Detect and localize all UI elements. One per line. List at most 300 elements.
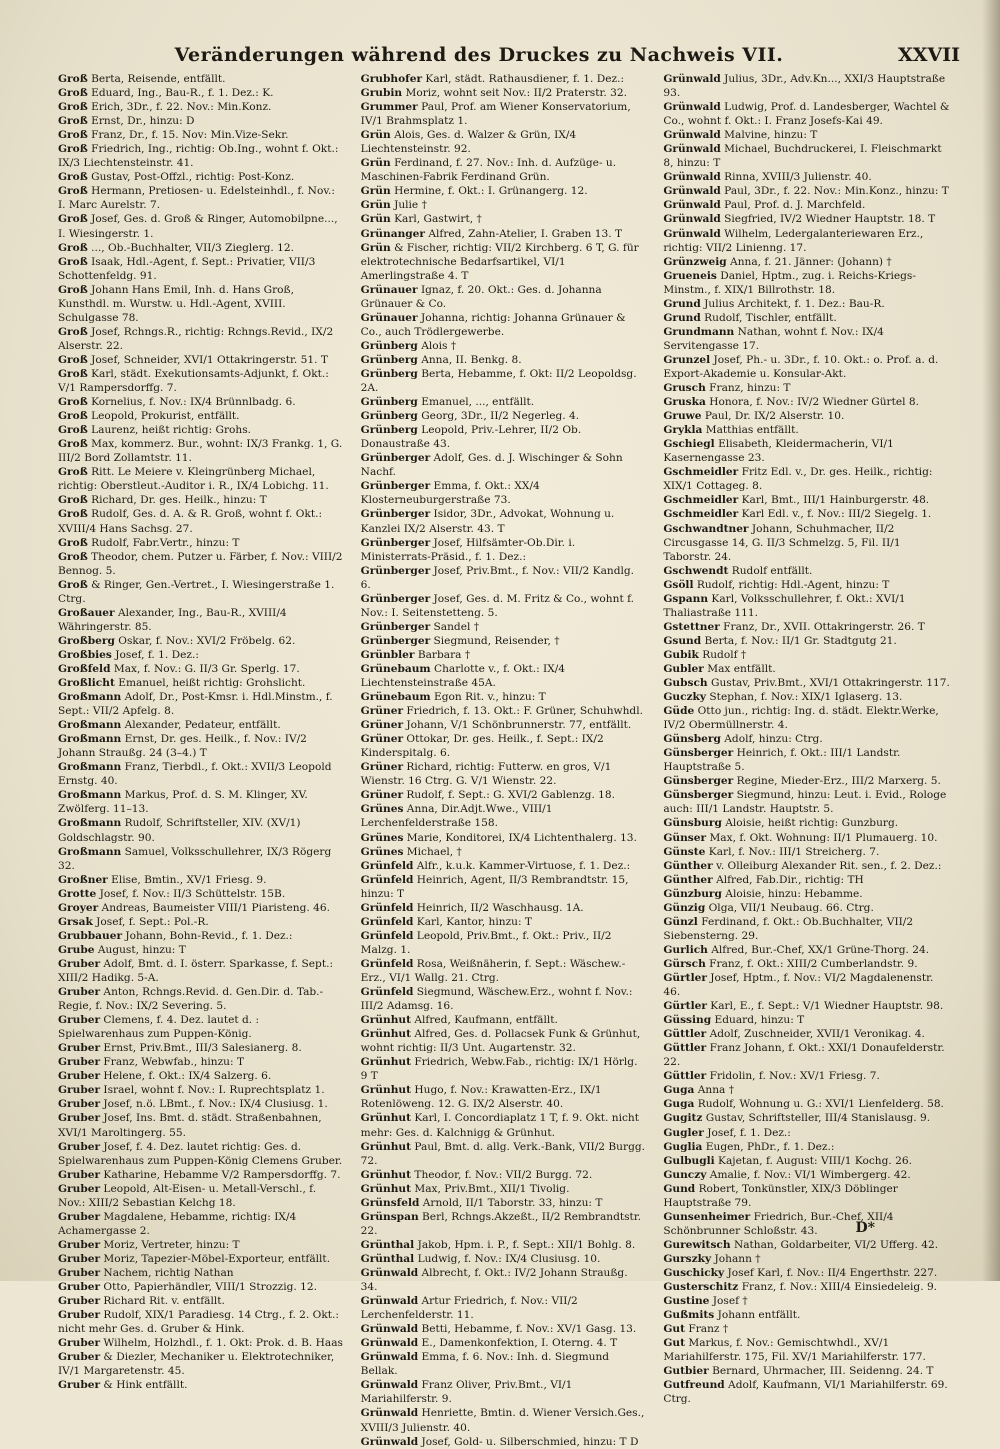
directory-entry: Grünhut Theodor, f. Nov.: VII/2 Burgg. 72. xyxy=(360,1168,593,1181)
entry-surname: Grünfeld xyxy=(360,873,414,886)
entry-surname: Grünwald xyxy=(663,199,721,212)
directory-entry: Grün Ferdinand, f. 27. Nov.: Inh. d. Aufzüge- u. Maschinen-Fabrik Ferdinand Grün. xyxy=(360,157,617,184)
directory-entry: Groß Laurenz, heißt richtig: Grohs. xyxy=(58,424,252,437)
directory-entry: Grünwald Michael, Buchdruckerei, I. Fleischmarkt 8, hinzu: T xyxy=(663,143,942,170)
entry-surname: Gruber xyxy=(58,1295,101,1308)
directory-entry: Gruber Israel, wohnt f. Nov.: I. Ruprechtsplatz 1. xyxy=(58,1084,325,1097)
directory-entry: Gsund Berta, f. Nov.: II/1 Gr. Stadtgutg 21. xyxy=(663,634,897,647)
entry-surname: Groß xyxy=(58,87,88,100)
entry-surname: Grünfeld xyxy=(360,915,414,928)
directory-entry: Gstettner Franz, Dr., XVII. Ottakringerstr. 26. T xyxy=(663,620,925,633)
entry-surname: Grünwald xyxy=(663,101,721,114)
directory-entry: Groß Leopold, Prokurist, entfällt. xyxy=(58,410,240,423)
entry-surname: Grykla xyxy=(663,424,703,437)
directory-entry: Gurewitsch Nathan, Goldarbeiter, VI/2 Ufferg. 42. xyxy=(663,1238,939,1251)
entry-surname: Großfeld xyxy=(58,662,111,675)
entry-surname: Gruber xyxy=(58,1014,101,1027)
directory-entry: Grube August, hinzu: T xyxy=(58,943,186,956)
directory-entry: Grünberger Isidor, 3Dr., Advokat, Wohnung u. Kanzlei IX/2 Alserstr. 43. T xyxy=(360,508,615,535)
directory-entry: Gruber Clemens, f. 4. Dez. lautet d. : Spielwarenhaus zum Puppen-König. xyxy=(58,1014,260,1041)
directory-entry: Grünfeld Alfr., k.u.k. Kammer-Virtuose, f. 1. Dez.: xyxy=(360,859,631,872)
entry-surname: Gürtler xyxy=(663,1000,707,1013)
entry-surname: Grünwald xyxy=(663,73,721,85)
entry-surname: Grünwald xyxy=(663,213,721,226)
entry-surname: Großberg xyxy=(58,634,115,647)
entry-surname: Güttler xyxy=(663,1042,707,1055)
entry-surname: Grünberger xyxy=(360,480,431,493)
directory-entry: Grusch Franz, hinzu: T xyxy=(663,382,791,395)
directory-entry: Grünberger Sandel † xyxy=(360,620,480,633)
directory-entry: Grundmann Nathan, wohnt f. Nov.: IX/4 Servitengasse 17. xyxy=(663,325,884,352)
directory-entry: Grünwald Henriette, Bmtin. d. Wiener Versich.Ges., XVIII/3 Julienstr. 40. xyxy=(360,1407,645,1434)
directory-entry: Großbies Josef, f. 1. Dez.: xyxy=(58,648,199,661)
entry-surname: Gschwendt xyxy=(663,564,729,577)
directory-entry: Güttler Adolf, Zuschneider, XVII/1 Veronikag. 4. xyxy=(663,1028,925,1041)
entry-surname: Gruber xyxy=(58,1182,101,1195)
entry-surname: Großmann xyxy=(58,691,122,704)
directory-entry: Günste Karl, f. Nov.: III/1 Streicherg. 7. xyxy=(663,845,880,858)
directory-entry: Großmann Rudolf, Schriftsteller, XIV. (XV/1) Goldschlagstr. 90. xyxy=(58,817,301,844)
entry-surname: Grünberg xyxy=(360,339,418,352)
entry-surname: Guga xyxy=(663,1098,695,1111)
entry-surname: Gsund xyxy=(663,634,702,647)
entry-surname: Groß xyxy=(58,396,88,409)
entry-surname: Gschmeidler xyxy=(663,508,739,521)
directory-entry: Grünwald Julius, 3Dr., Adv.Kn..., XXI/3 Hauptstraße 93. xyxy=(663,73,946,100)
directory-entry: Grünhut Karl, I. Concordiaplatz 1 T, f. 9. Okt. nicht mehr: Ges. d. Kalchnigg & Grünhut. xyxy=(360,1112,640,1139)
directory-entry: Grün & Fischer, richtig: VII/2 Kirchberg. 6 T, G. für elektrotechnische Bedarfsartikel, VI/1 Amerlingstraße 4. T xyxy=(360,241,639,282)
directory-entry: Gurszky Johann † xyxy=(663,1252,761,1265)
directory-entry: Guczky Stephan, f. Nov.: XIX/1 Iglaserg. 13. xyxy=(663,691,903,704)
directory-entry: Grün Karl, Gastwirt, † xyxy=(360,213,482,226)
entry-surname: Grünbler xyxy=(360,648,415,661)
entry-surname: Günther xyxy=(663,873,713,886)
entry-surname: Grünwald xyxy=(360,1379,419,1392)
directory-entry: Grünberg Anna, II. Benkg. 8. xyxy=(360,353,522,366)
entry-surname: Günzig xyxy=(663,901,706,914)
directory-entry: Grünwald Paul, Prof. d. J. Marchfeld. xyxy=(663,199,866,212)
directory-entry: Gruber Otto, Papierhändler, VIII/1 Strozzig. 12. xyxy=(58,1281,318,1294)
entry-surname: Grünhut xyxy=(360,1014,412,1027)
entry-surname: Gruber xyxy=(58,1098,101,1111)
entry-surname: Gschmeidler xyxy=(663,494,739,507)
entry-surname: Gurlich xyxy=(663,943,708,956)
directory-entry: Grünes Marie, Konditorei, IX/4 Lichtenthalerg. 13. xyxy=(360,831,637,844)
directory-entry: Grubbauer Johann, Bohn-Revid., f. 1. Dez.: xyxy=(58,929,293,942)
directory-entry: Gschwendt Rudolf entfällt. xyxy=(663,564,813,577)
directory-entry: Grubhofer Karl, städt. Rathausdiener, f. 1. Dez.: xyxy=(360,73,625,85)
entry-surname: Großbies xyxy=(58,648,112,661)
entry-surname: Gruber xyxy=(58,1379,101,1392)
entry-surname: Gund xyxy=(663,1182,696,1195)
directory-entry: Grünfeld Heinrich, Agent, II/3 Rembrandtstr. 15, hinzu: T xyxy=(360,873,629,900)
directory-entry: Günsberg Adolf, hinzu: Ctrg. xyxy=(663,733,823,746)
directory-entry: Groß Rudolf, Ges. d. A. & R. Groß, wohnt f. Okt.: XVIII/4 Hans Sachsg. 27. xyxy=(58,508,323,535)
entry-surname: Grundmann xyxy=(663,325,735,338)
entry-surname: Gutfreund xyxy=(663,1379,725,1392)
entry-surname: Gruber xyxy=(58,1309,101,1322)
entry-surname: Groß xyxy=(58,424,88,437)
entry-surname: Großmann xyxy=(58,719,122,732)
entry-surname: Grund xyxy=(663,311,701,324)
entry-surname: Grünes xyxy=(360,803,404,816)
entry-surname: Grünwald xyxy=(360,1295,419,1308)
entry-surname: Großmann xyxy=(58,845,122,858)
directory-entry: Gugler Josef, f. 1. Dez.: xyxy=(663,1126,791,1139)
directory-entry: Gschwandtner Johann, Schuhmacher, II/2 Circusgasse 14, G. II/3 Schmelzg. 5, Fil. II/1 Taborstr. 24. xyxy=(663,522,901,563)
entry-surname: Gruska xyxy=(663,396,706,409)
directory-entry: Groß Rudolf, Fabr.Vertr., hinzu: T xyxy=(58,536,240,549)
entry-surname: Günther xyxy=(663,859,713,872)
entry-surname: Gulbugli xyxy=(663,1154,715,1167)
entry-surname: Groß xyxy=(58,255,88,268)
directory-entry: Groß Friedrich, Ing., richtig: Ob.Ing., wohnt f. Okt.: IX/3 Liechtensteinstr. 41. xyxy=(58,143,339,170)
directory-entry: Grünauer Ignaz, f. 20. Okt.: Ges. d. Johanna Grünauer & Co. xyxy=(360,283,602,310)
entry-surname: Günsburg xyxy=(663,817,722,830)
directory-entry: Grund Rudolf, Tischler, entfällt. xyxy=(663,311,837,324)
directory-entry: Groß Kornelius, f. Nov.: IX/4 Brünnlbadg. 6. xyxy=(58,396,296,409)
entry-surname: Günser xyxy=(663,831,707,844)
directory-entry: Gurlich Alfred, Bur.-Chef, XX/1 Grüne-Thorg. 24. xyxy=(663,943,930,956)
directory-entry: Grünthal Ludwig, f. Nov.: IX/4 Clusiusg. 10. xyxy=(360,1252,601,1265)
directory-entry: Günzl Ferdinand, f. Okt.: Ob.Buchhalter, VII/2 Siebensterng. 29. xyxy=(663,915,914,942)
directory-entry: Gulbugli Kajetan, f. August: VIII/1 Kochg. 26. xyxy=(663,1154,912,1167)
entry-surname: Grünhut xyxy=(360,1056,412,1069)
directory-entry: Gruwe Paul, Dr. IX/2 Alserstr. 10. xyxy=(663,410,845,423)
directory-entry: Gruber Josef, f. 4. Dez. lautet richtig: Ges. d. Spielwarenhaus zum Puppen-König Clemens Gruber. xyxy=(58,1140,343,1167)
entry-surname: Gschmeidler xyxy=(663,466,739,479)
directory-entry: Grünwald Albrecht, f. Okt.: IV/2 Johann Straußg. 34. xyxy=(360,1266,628,1294)
directory-entry: Günsberger Regine, Mieder-Erz., III/2 Marxerg. 5. xyxy=(663,775,941,788)
directory-entry: Grünsfeld Arnold, II/1 Taborstr. 33, hinzu: T xyxy=(360,1196,603,1209)
directory-entry: Grünwald Malvine, hinzu: T xyxy=(663,129,818,142)
directory-entry: Grueneis Daniel, Hptm., zug. i. Reichs-Kriegs-Minstm., f. XIX/1 Billrothstr. 18. xyxy=(663,269,916,296)
entry-surname: Groß xyxy=(58,325,88,338)
directory-entry: Grünbler Barbara † xyxy=(360,648,471,661)
directory-entry: Grünwald Wilhelm, Ledergalanteriewaren Erz., richtig: VII/2 Linienng. 17. xyxy=(663,227,924,254)
directory-entry: Großmann Franz, Tierbdl., f. Okt.: XVII/3 Leopold Ernstg. 40. xyxy=(58,761,332,788)
directory-entry: Gutfreund Adolf, Kaufmann, VI/1 Mariahilferstr. 69. Ctrg. xyxy=(663,1379,948,1406)
entry-surname: Grünspan xyxy=(360,1210,419,1223)
directory-entry: Großmann Adolf, Dr., Post-Kmsr. i. Hdl.Minstm., f. Sept.: VII/2 Apfelg. 8. xyxy=(58,691,333,718)
entry-surname: Groß xyxy=(58,550,88,563)
entry-surname: Günsberger xyxy=(663,747,734,760)
entry-surname: Grünhut xyxy=(360,1140,412,1153)
entry-surname: Grünberg xyxy=(360,367,418,380)
directory-entry: Groß Erich, 3Dr., f. 22. Nov.: Min.Konz. xyxy=(58,101,272,114)
entry-surname: Groß xyxy=(58,536,88,549)
entry-surname: Güttler xyxy=(663,1070,707,1083)
directory-entry: Groß ..., Ob.-Buchhalter, VII/3 Zieglerg. 12. xyxy=(58,241,295,254)
entry-surname: Günzl xyxy=(663,915,698,928)
entry-surname: Groß xyxy=(58,283,88,296)
directory-entry: Grünhut Hugo, f. Nov.: Krawatten-Erz., IX/1 Rotenlöweng. 12. G. IX/2 Alserstr. 40. xyxy=(360,1084,602,1111)
directory-entry: Gschmeidler Karl, Bmt., III/1 Hainburgerstr. 48. xyxy=(663,494,930,507)
directory-entry: Grüner Rudolf, f. Sept.: G. XVI/2 Gablenzg. 18. xyxy=(360,789,616,802)
directory-entry: Grünhut Paul, Bmt. d. allg. Verk.-Bank, VII/2 Burgg. 72. xyxy=(360,1140,645,1167)
entry-surname: Groß xyxy=(58,353,88,366)
page-header xyxy=(60,40,960,70)
entry-surname: Guglia xyxy=(663,1140,703,1153)
directory-entry: Grünberger Josef, Priv.Bmt., f. Nov.: VII/2 Kandlg. 6. xyxy=(360,564,635,591)
entry-surname: Grünberg xyxy=(360,424,418,437)
directory-entry: Grünhut Friedrich, Webw.Fab., richtig: IX/1 Hörlg. 9 T xyxy=(360,1056,638,1083)
directory-entry: Grünberg Leopold, Priv.-Lehrer, II/2 Ob. Donaustraße 43. xyxy=(360,424,582,451)
directory-entry: Gruber Josef, n.ö. LBmt., f. Nov.: IX/4 Clusiusg. 1. xyxy=(58,1098,328,1111)
entry-surname: Groß xyxy=(58,508,88,521)
directory-entry: Günther Alfred, Fab.Dir., richtig: TH xyxy=(663,873,864,886)
entry-surname: Grünes xyxy=(360,845,404,858)
entry-surname: Grüner xyxy=(360,719,404,732)
directory-entry: Großmann Samuel, Volksschullehrer, IX/3 Rögerg 32. xyxy=(58,845,332,872)
directory-entry: Grün Julie † xyxy=(360,199,427,212)
directory-entry: Groß Franz, Dr., f. 15. Nov: Min.Vize-Sekr. xyxy=(58,129,289,142)
entry-surname: Grünthal xyxy=(360,1252,415,1265)
entry-surname: Grünwald xyxy=(663,129,721,142)
directory-entry: Groß Johann Hans Emil, Inh. d. Hans Groß, Kunsthdl. m. Wurstw. u. Hdl.-Agent, XVIII. Schulgasse 78. xyxy=(58,283,294,324)
entry-surname: Grünwald xyxy=(360,1407,419,1420)
entry-surname: Großmann xyxy=(58,761,122,774)
entry-surname: Gruber xyxy=(58,1084,101,1097)
directory-entry: Gschmeidler Karl Edl. v., f. Nov.: III/2 Siegelg. 1. xyxy=(663,508,932,521)
entry-surname: Grün xyxy=(360,199,391,212)
entry-surname: Güttler xyxy=(663,1028,707,1041)
entry-surname: Grüner xyxy=(360,761,404,774)
entry-surname: Gruwe xyxy=(663,410,702,423)
entry-surname: Gruber xyxy=(58,957,101,970)
directory-entry: Grünhut Alfred, Kaufmann, entfällt. xyxy=(360,1014,558,1027)
directory-entry: Gruber Anton, Rchngs.Revid. d. Gen.Dir. d. Tab.-Regie, f. Nov.: IX/2 Severing. 5. xyxy=(58,986,324,1013)
directory-entry: Gubik Rudolf † xyxy=(663,648,747,661)
entry-surname: Groyer xyxy=(58,901,99,914)
directory-entry: Grüner Richard, richtig: Futterw. en gros, V/1 Wienstr. 16 Ctrg. G. V/1 Wienstr. 22. xyxy=(360,761,612,788)
entry-surname: Grünebaum xyxy=(360,662,431,675)
entry-surname: Grün xyxy=(360,213,391,226)
directory-entry: Groß Gustav, Post-Offzl., richtig: Post-Konz. xyxy=(58,171,295,184)
entry-surname: Großner xyxy=(58,873,108,886)
directory-entry: Gruber Katharine, Hebamme V/2 Rampersdorffg. 7. xyxy=(58,1168,341,1181)
entry-surname: Grünhut xyxy=(360,1112,412,1125)
directory-entry: Güde Otto jun., richtig: Ing. d. städt. Elektr.Werke, IV/2 Obermüllnerstr. 4. xyxy=(663,705,939,732)
entry-surname: Grünberg xyxy=(360,396,418,409)
directory-entry: Günzig Olga, VII/1 Neubaug. 66. Ctrg. xyxy=(663,901,874,914)
directory-entry: Grünberger Josef, Hilfsämter-Ob.Dir. i. Ministerrats-Präsid., f. 1. Dez.: xyxy=(360,536,576,563)
entry-surname: Groß xyxy=(58,73,88,85)
entry-surname: Groß xyxy=(58,101,88,114)
entry-surname: Gürtler xyxy=(663,972,707,984)
directory-entry: Großauer Alexander, Ing., Bau-R., XVIII/4 Währingerstr. 85. xyxy=(58,606,287,633)
directory-entry: Grün Hermine, f. Okt.: I. Grünangerg. 12. xyxy=(360,185,588,198)
directory-entry: Grünwald Paul, 3Dr., f. 22. Nov.: Min.Konz., hinzu: T xyxy=(663,185,949,198)
entry-surname: Guga xyxy=(663,1084,695,1097)
directory-entry: Gruber & Hink entfällt. xyxy=(58,1379,188,1392)
entry-surname: Grünsfeld xyxy=(360,1196,420,1209)
directory-entry: Grünberg Georg, 3Dr., II/2 Negerleg. 4. xyxy=(360,410,580,423)
directory-entry: Gubsch Gustav, Priv.Bmt., XVI/1 Ottakringerstr. 117. xyxy=(663,677,950,690)
entry-surname: Grund xyxy=(663,297,701,310)
entry-surname: Gruber xyxy=(58,1140,101,1153)
directory-entry: Grünwald Artur Friedrich, f. Nov.: VII/2 Lerchenfelderstr. 11. xyxy=(360,1295,578,1322)
directory-entry: Grüner Friedrich, f. 13. Okt.: F. Grüner, Schuhwhdl. xyxy=(360,705,643,718)
entry-surname: Grünauer xyxy=(360,283,418,296)
directory-entry: Gunczy Amalie, f. Nov.: VI/1 Wimbergerg. 42. xyxy=(663,1168,911,1181)
column-left xyxy=(58,72,345,1392)
entry-surname: Gruber xyxy=(58,1056,101,1069)
entry-surname: Groß xyxy=(58,171,88,184)
entry-surname: Gurewitsch xyxy=(663,1238,731,1251)
directory-entry: Grünwald Emma, f. 6. Nov.: Inh. d. Siegmund Bellak. xyxy=(360,1351,610,1378)
directory-entry: Guga Rudolf, Wohnung u. G.: XVI/1 Lienfelderg. 58. xyxy=(663,1098,944,1111)
entry-surname: Gunczy xyxy=(663,1168,707,1181)
directory-entry: Groß Eduard, Ing., Bau-R., f. 1. Dez.: K. xyxy=(58,87,274,100)
directory-entry: Gruber Helene, f. Okt.: IX/4 Salzerg. 6. xyxy=(58,1070,272,1083)
directory-entry: Günther v. Olleiburg Alexander Rit. sen., f. 2. Dez.: xyxy=(663,859,942,872)
directory-entry: Güttler Franz Johann, f. Okt.: XXI/1 Donaufelderstr. 22. xyxy=(663,1042,945,1069)
directory-entry: Gruber Nachem, richtig Nathan xyxy=(58,1266,234,1279)
directory-entry: Grünwald Rinna, XVIII/3 Julienstr. 40. xyxy=(663,171,872,184)
directory-entry: Günsburg Aloisie, heißt richtig: Gunzburg. xyxy=(663,817,899,830)
entry-surname: Gschiegl xyxy=(663,438,715,451)
directory-entry: Grünebaum Charlotte v., f. Okt.: IX/4 Liechtensteinstraße 45A. xyxy=(360,662,566,690)
entry-surname: Günzburg xyxy=(663,887,722,900)
entry-surname: Gürsch xyxy=(663,957,706,970)
directory-entry: Gunsenheimer Friedrich, Bur.-Chef, XII/4 Schönbrunner Schloßstr. 43. xyxy=(663,1210,894,1237)
directory-entry: Grünhut Max, Priv.Bmt., XII/1 Tivolig. xyxy=(360,1182,570,1195)
entry-surname: Grünwald xyxy=(360,1435,419,1448)
directory-entry: Gruber Wilhelm, Holzhdl., f. 1. Okt: Prok. d. B. Haas xyxy=(58,1337,343,1350)
directory-entry: Gürsch Franz, f. Okt.: XIII/2 Cumberlandstr. 9. xyxy=(663,957,918,970)
directory-entry: Groyer Andreas, Baumeister VIII/1 Piaristeng. 46. xyxy=(58,901,330,914)
directory-entry: Gruber Moriz, Tapezier-Möbel-Exporteur, entfällt. xyxy=(58,1252,331,1265)
directory-entry: Grün Alois, Ges. d. Walzer & Grün, IX/4 Liechtensteinstr. 92. xyxy=(360,129,577,156)
directory-entry: Gustine Josef † xyxy=(663,1295,748,1308)
directory-entry: Günser Max, f. Okt. Wohnung: II/1 Plumauerg. 10. xyxy=(663,831,938,844)
directory-entry: Gußmits Johann entfällt. xyxy=(663,1309,801,1322)
directory-entry: Groß Berta, Reisende, entfällt. xyxy=(58,73,226,85)
entry-surname: Großmann xyxy=(58,733,122,746)
entry-surname: Grünfeld xyxy=(360,859,414,872)
entry-surname: Grusch xyxy=(663,382,706,395)
page-number: XXVII xyxy=(897,44,960,66)
directory-entry: Gruber Ernst, Priv.Bmt., III/3 Salesianerg. 8. xyxy=(58,1042,302,1055)
entry-surname: Grüner xyxy=(360,789,404,802)
directory-entry: Gruber Moriz, Vertreter, hinzu: T xyxy=(58,1238,240,1251)
directory-entry: Gürtler Josef, Hptm., f. Nov.: VI/2 Magdalenenstr. 46. xyxy=(663,972,934,999)
entry-surname: Gruber xyxy=(58,1351,101,1364)
entry-surname: Grünhut xyxy=(360,1084,412,1097)
entry-surname: Grubin xyxy=(360,87,403,100)
directory-entry: Günsberger Heinrich, f. Okt.: III/1 Landstr. Hauptstraße 5. xyxy=(663,747,901,774)
entry-surname: Gurszky xyxy=(663,1252,712,1265)
directory-entry: Groß Josef, Ges. d. Groß & Ringer, Automobilpne..., I. Wiesingerstr. 1. xyxy=(58,213,338,240)
entry-surname: Grünberger xyxy=(360,592,431,605)
entry-surname: Gspann xyxy=(663,592,709,605)
entry-surname: Gruber xyxy=(58,1266,101,1279)
entry-surname: Groß xyxy=(58,115,88,128)
directory-entry: Guga Anna † xyxy=(663,1084,735,1097)
entry-surname: Gugitz xyxy=(663,1112,703,1125)
entry-surname: Grünberger xyxy=(360,508,431,521)
entry-surname: Gusterschitz xyxy=(663,1281,739,1294)
entry-surname: Güde xyxy=(663,705,695,718)
entry-surname: Grünwald xyxy=(360,1266,419,1279)
directory-entry: Groß Ritt. Le Meiere v. Kleingrünberg Michael, richtig: Oberstleut.-Auditor i. R., IX/4 Lobichg. 11. xyxy=(58,466,329,493)
entry-surname: Günsberg xyxy=(663,733,721,746)
directory-entry: Güssing Eduard, hinzu: T xyxy=(663,1014,805,1027)
directory-entry: Grünspan Berl, Rchngs.Akzeßt., II/2 Rembrandtstr. 22. xyxy=(360,1210,642,1237)
entry-surname: Groß xyxy=(58,213,88,226)
directory-entry: Gsöll Rudolf, richtig: Hdl.-Agent, hinzu: T xyxy=(663,578,890,591)
directory-entry: Großner Elise, Bmtin., XV/1 Friesg. 9. xyxy=(58,873,267,886)
directory-entry: Grünwald Josef, Gold- u. Silberschmied, hinzu: T D xyxy=(360,1435,639,1448)
entry-surname: Grunzel xyxy=(663,353,711,366)
directory-entry: Großfeld Max, f. Nov.: G. II/3 Gr. Sperlg. 17. xyxy=(58,662,300,675)
directory-entry: Großmann Markus, Prof. d. S. M. Klinger, XV. Zwölferg. 11–13. xyxy=(58,789,308,816)
entry-surname: Grünwald xyxy=(663,227,721,240)
entry-surname: Grünwald xyxy=(360,1351,419,1364)
directory-entry: Grünzweig Anna, f. 21. Jänner: (Johann) † xyxy=(663,255,892,268)
entry-surname: Grünzweig xyxy=(663,255,727,268)
directory-entry: Grünhut Alfred, Ges. d. Pollacsek Funk & Grünhut, wohnt richtig: II/3 Unt. Augartenstr. 32. xyxy=(360,1028,641,1055)
entry-surname: Gschwandtner xyxy=(663,522,749,535)
entry-surname: Groß xyxy=(58,494,88,507)
entry-surname: Güssing xyxy=(663,1014,712,1027)
directory-entry: Groß Josef, Schneider, XVI/1 Ottakringerstr. 51. T xyxy=(58,353,328,366)
entry-surname: Gubik xyxy=(663,648,699,661)
column-middle xyxy=(360,72,648,1448)
directory-entry: Grünberger Emma, f. Okt.: XX/4 Klosterneuburgerstraße 73. xyxy=(360,480,540,507)
entry-surname: Guczky xyxy=(663,691,707,704)
entry-surname: Günsberger xyxy=(663,789,734,802)
entry-surname: Grummer xyxy=(360,101,418,114)
entry-surname: Grünauer xyxy=(360,311,418,324)
entry-surname: Groß xyxy=(58,410,88,423)
directory-entry: Grünebaum Egon Rit. v., hinzu: T xyxy=(360,691,546,704)
entry-surname: Grünes xyxy=(360,831,404,844)
entry-surname: Gruber xyxy=(58,1210,101,1223)
directory-entry: Groß Karl, städt. Exekutionsamts-Adjunkt, f. Okt.: V/1 Rampersdorffg. 7. xyxy=(58,367,329,395)
directory-entry: Gruber Magdalene, Hebamme, richtig: IX/4 Achamergasse 2. xyxy=(58,1210,297,1237)
directory-entry: Grünwald Ludwig, Prof. d. Landesberger, Wachtel & Co., wohnt f. Okt.: I. Franz Josefs-Kai 49. xyxy=(663,101,950,128)
entry-surname: Gunsenheimer xyxy=(663,1210,751,1223)
directory-entry: Grünwald E., Damenkonfektion, I. Oterng. 4. T xyxy=(360,1337,618,1350)
entry-surname: Gubler xyxy=(663,662,704,675)
directory-entry: Gruska Honora, f. Nov.: IV/2 Wiedner Gürtel 8. xyxy=(663,396,920,409)
entry-surname: Groß xyxy=(58,466,88,479)
entry-surname: Grün xyxy=(360,157,391,170)
directory-entry: Günzburg Aloisie, hinzu: Hebamme. xyxy=(663,887,863,900)
entry-surname: Großlicht xyxy=(58,677,115,690)
entry-surname: Grünwald xyxy=(663,143,721,156)
entry-surname: Grünanger xyxy=(360,227,425,240)
directory-entry: Grsak Josef, f. Sept.: Pol.-R. xyxy=(58,915,209,928)
entry-surname: Grotte xyxy=(58,887,97,900)
entry-columns xyxy=(58,72,950,1448)
entry-surname: Grünfeld xyxy=(360,957,414,970)
directory-entry: Grünwald Betti, Hebamme, f. Nov.: XV/1 Gasg. 13. xyxy=(360,1323,637,1336)
entry-surname: Grünwald xyxy=(360,1323,419,1336)
entry-surname: Grün xyxy=(360,241,391,254)
entry-surname: Grünberger xyxy=(360,564,431,577)
entry-surname: Gstettner xyxy=(663,620,720,633)
entry-surname: Grünhut xyxy=(360,1168,412,1181)
entry-surname: Gußmits xyxy=(663,1309,715,1322)
entry-surname: Grünberg xyxy=(360,410,418,423)
entry-surname: Gruber xyxy=(58,1070,101,1083)
entry-surname: Groß xyxy=(58,129,88,142)
directory-entry: Gugitz Gustav, Schriftsteller, III/4 Stanislausg. 9. xyxy=(663,1112,931,1125)
directory-entry: Grünwald Franz Oliver, Priv.Bmt., VI/1 Mariahilferstr. 9. xyxy=(360,1379,573,1406)
